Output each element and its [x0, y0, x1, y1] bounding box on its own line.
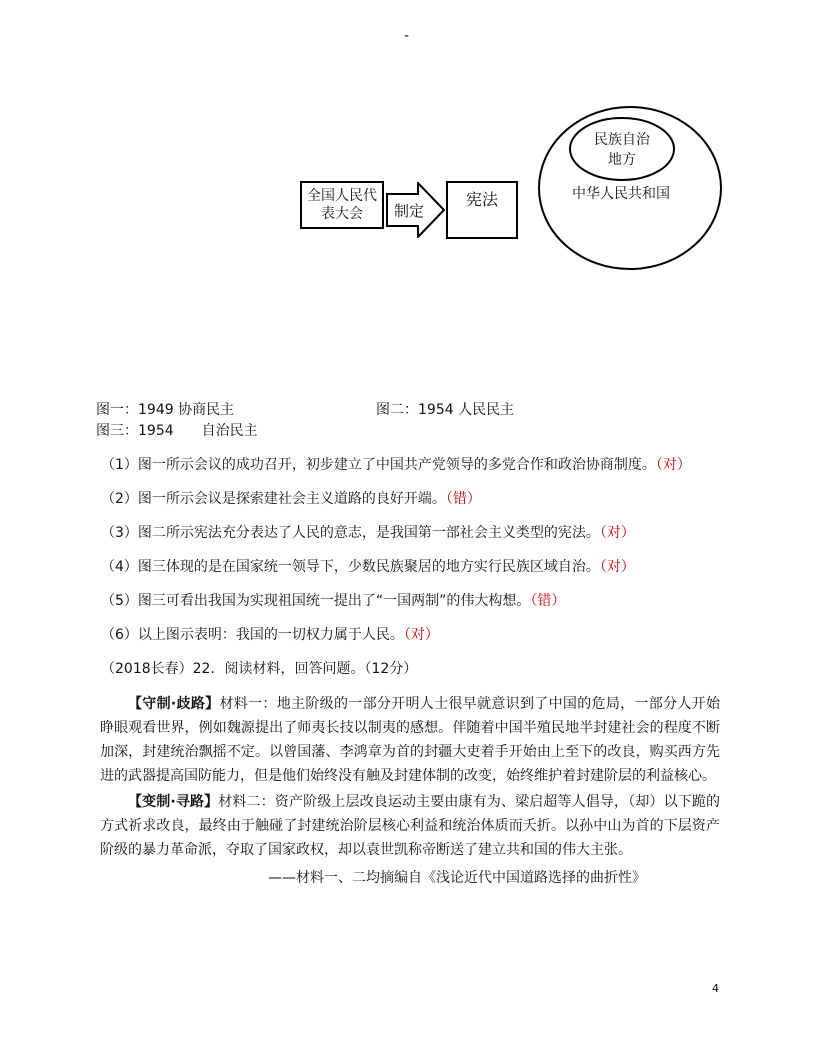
item-2: [101, 489, 481, 509]
item-6-text: （6）以上图示表明：我国的一切权力属于人民。: [101, 627, 404, 643]
item-3-text: （3）图二所示宪法充分表达了人民的意志，是我国第一部社会主义类型的宪法。: [101, 525, 600, 541]
material-1-label: 【守制·歧路】: [128, 696, 220, 712]
constitution-box: [446, 181, 518, 239]
npc-box: [300, 181, 384, 229]
page-number: 4: [712, 982, 719, 995]
caption-fig1: 图一：1949 协商民主: [96, 402, 235, 418]
item-2-text: （2）图一所示会议是探索建社会主义道路的良好开端。: [101, 491, 446, 507]
inner-circle-label: 民族自治地方: [594, 132, 650, 168]
item-4: [101, 557, 635, 577]
item-4-answer: （对）: [599, 559, 635, 575]
material-2-label: 【变制·寻路】: [128, 794, 219, 810]
item-6: [101, 625, 439, 645]
arrow-label: 制定: [394, 202, 425, 220]
constitution-box-label: 宪法: [465, 190, 498, 209]
item-1-answer: （对）: [655, 457, 691, 473]
caption-fig3: 图三：1954 自治民主: [96, 423, 258, 439]
item-3-answer: （对）: [599, 525, 635, 541]
item-1-text: （1）图一所示会议的成功召开，初步建立了中国共产党领导的多党合作和政治协商制度。: [101, 457, 656, 473]
item-4-text: （4）图三体现的是在国家统一领导下，少数民族聚居的地方实行民族区域自治。: [101, 559, 600, 575]
item-5: [101, 591, 565, 611]
material-2: [100, 790, 720, 862]
material-1-text: 材料一：地主阶级的一部分开明人士很早就意识到了中国的危局，一部分人开始睁眼观看世界，例如魏源提出了师夷长技以制夷的感想。伴随着中国半殖民地半封建社会的程度不断加深，封建统治飘摇不定。以曾国藩、李鸿章为首的封疆大吏着手开始由上至下的改良，购买西方先进的武器提高国防能力，但是他们始终没有触及封建体制的改变，始终维护着封建阶层的利益核心。: [100, 696, 720, 784]
source-line: ——材料一、二均摘编自《浅论近代中国道路选择的曲折性》: [268, 870, 646, 886]
npc-box-label: 全国人民代表大会: [307, 188, 377, 222]
item-3: [101, 523, 635, 543]
material-2-text: 材料二：资产阶级上层改良运动主要由康有为、梁启超等人倡导，（却）以下跪的方式祈求改良，最终由于触碰了封建统治阶层核心利益和统治体质而夭折。以孙中山为首的下层资产阶级的暴力革命派，夺取了国家政权，却以袁世凯称帝断送了建立共和国的伟大主张。: [100, 794, 720, 858]
item-5-text: （5）图三可看出我国为实现祖国统一提出了“一国两制”的伟大构想。: [101, 593, 531, 609]
header-mark: -: [404, 28, 410, 44]
caption-fig2: 图二：1954 人民民主: [376, 402, 515, 418]
item-1: [101, 455, 691, 475]
material-1: [100, 692, 720, 788]
outer-circle-label: 中华人民共和国: [572, 186, 670, 202]
question-line: （2018长春）22．阅读材料，回答问题。（12分）: [101, 661, 418, 677]
item-2-answer: （错）: [445, 491, 481, 507]
item-5-answer: （错）: [530, 593, 566, 609]
item-6-answer: （对）: [403, 627, 439, 643]
